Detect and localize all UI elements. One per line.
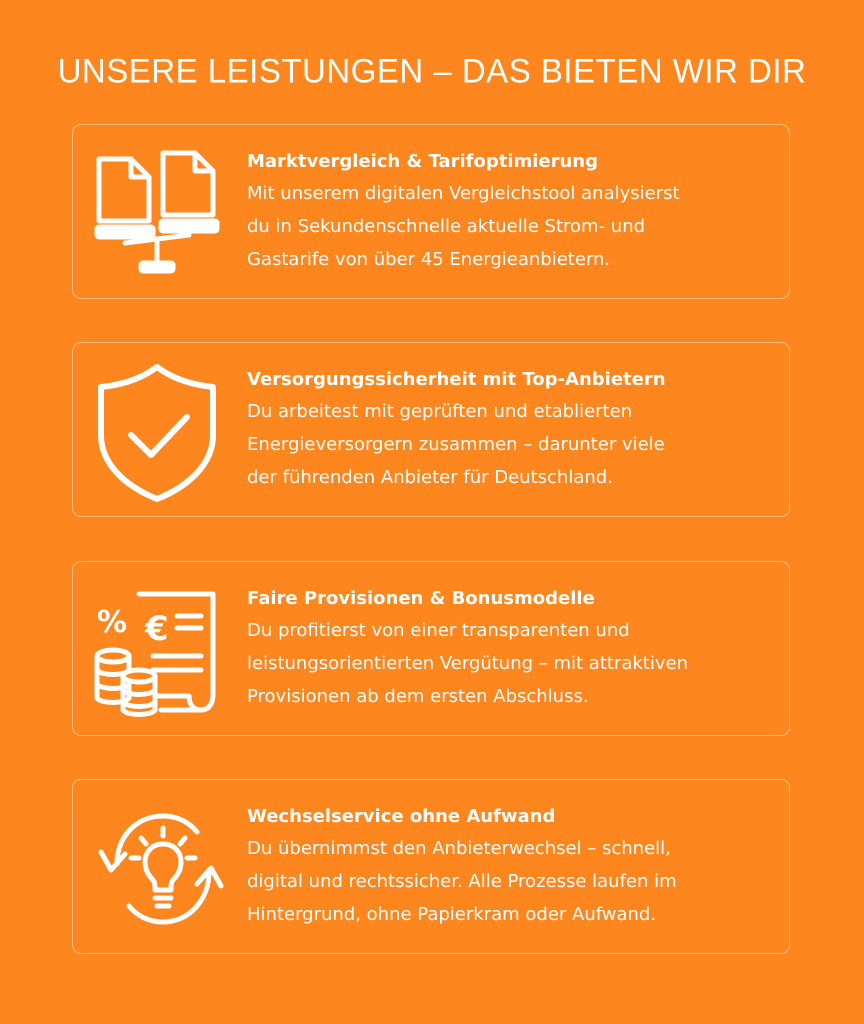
card-description-line: der führenden Anbieter für Deutschland. [247,467,613,488]
svg-text:%: % [97,605,128,640]
document-comparison-scale-icon [91,139,227,284]
card-title: Wechselservice ohne Aufwand [247,806,556,827]
card-description [247,177,777,276]
card-description-line: digital und rechtssicher. Alle Prozesse laufen im [247,871,677,892]
card-title: Marktvergleich & Tarifoptimierung [247,151,599,172]
card-description [247,614,777,713]
service-card-switching-service [72,779,790,954]
card-description-line: Energieversorgern zusammen – darunter viele [247,434,665,455]
card-description-line: Mit unserem digitalen Vergleichstool analysierst [247,183,680,204]
service-card-supply-security [72,342,790,517]
shield-check-icon [91,357,227,502]
card-description [247,395,777,494]
card-description [247,832,777,931]
card-description-line: Du profitierst von einer transparenten und [247,620,630,641]
euro-invoice-coins-icon [91,576,227,721]
page-title: UNSERE LEISTUNGEN – DAS BIETEN WIR DIR [57,51,807,90]
svg-text:€: € [145,609,169,649]
card-title: Versorgungssicherheit mit Top-Anbietern [247,369,666,390]
card-description-line: Provisionen ab dem ersten Abschluss. [247,686,589,707]
service-card-commissions [72,561,790,736]
card-description-line: Du übernimmst den Anbieterwechsel – schnell, [247,838,671,859]
lightbulb-cycle-icon [91,794,227,939]
card-description-line: Gastarife von über 45 Energieanbietern. [247,249,611,270]
card-title: Faire Provisionen & Bonusmodelle [247,588,595,609]
card-description-line: Hintergrund, ohne Papierkram oder Aufwand. [247,904,657,925]
card-description-line: leistungsorientierten Vergütung – mit attraktiven [247,653,688,674]
card-description-line: Du arbeitest mit geprüften und etablierten [247,401,633,422]
service-card-market-comparison [72,124,790,299]
card-description-line: du in Sekundenschnelle aktuelle Strom- und [247,216,646,237]
